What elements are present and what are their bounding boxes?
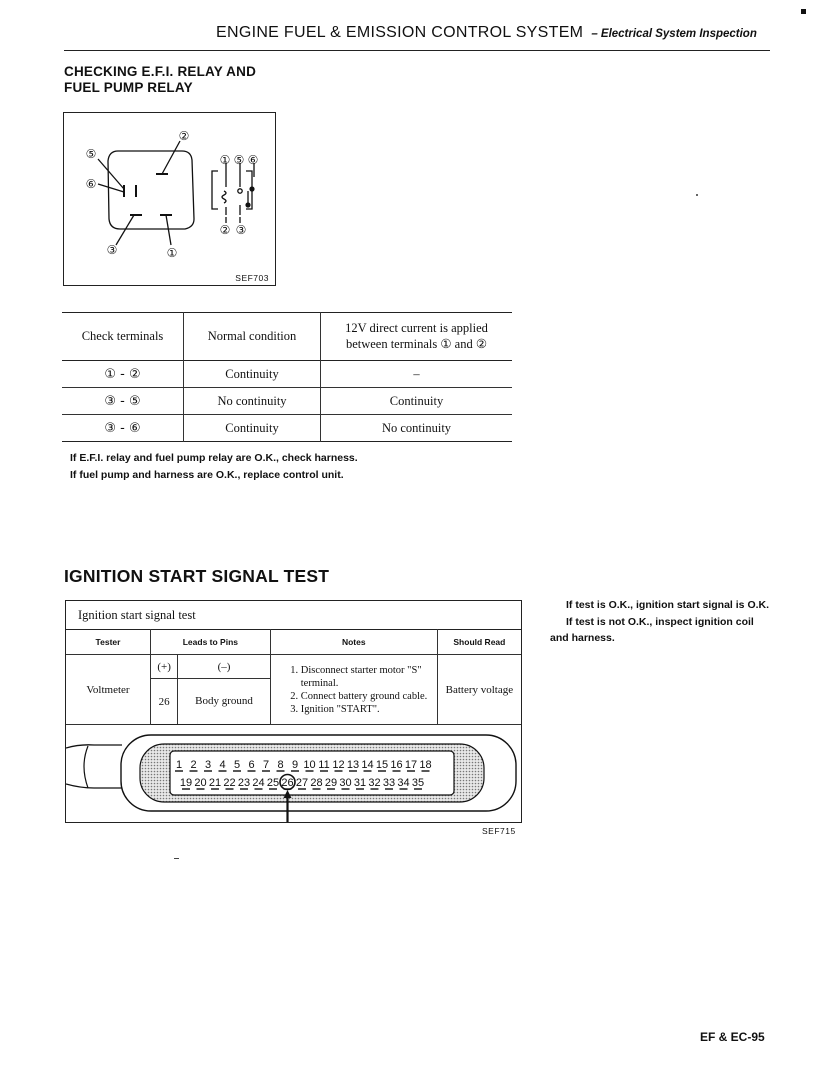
ignition-test-table (66, 629, 521, 725)
ignition-side-notes (550, 597, 770, 647)
schem-label-top-6: ⑥ (247, 153, 259, 167)
relay-note-2: If fuel pump and harness are O.K., replace control unit. (70, 469, 344, 481)
ignition-figure-id: SEF715 (482, 826, 516, 836)
relay-table-header-row (62, 313, 512, 361)
connector-pin-8: 8 (277, 759, 284, 771)
relay-cell-terminals: ③ - ⑥ (104, 420, 141, 436)
connector-pin-10: 10 (303, 759, 316, 771)
table-row (62, 361, 512, 388)
relay-header-normal-condition: Normal condition (184, 313, 321, 361)
connector-pin-1: 1 (175, 759, 183, 771)
ignition-note-2: 2. Connect battery ground cable. (301, 690, 435, 703)
ignition-box-caption: Ignition start signal test (78, 608, 196, 622)
relay-body (108, 151, 194, 229)
connector-pin-20: 20 (194, 777, 207, 789)
ignition-cell-plus-pin: 26 (151, 679, 178, 725)
connector-pin-27: 27 (295, 777, 309, 789)
ignition-note-1: 1. Disconnect starter motor "S" terminal. (301, 664, 435, 690)
page-header (216, 24, 776, 42)
table-row (62, 415, 512, 442)
connector-pin-30: 30 (339, 777, 352, 789)
ignition-side-note-1: If test is O.K., ignition start signal is O.K. (566, 599, 770, 611)
ignition-cell-should-read: Battery voltage (437, 655, 521, 725)
relay-cell-12v: – (321, 361, 513, 388)
connector-pin-5: 5 (233, 759, 241, 771)
connector-pin-2: 2 (190, 759, 197, 771)
connector-pin-3: 3 (204, 759, 212, 771)
ignition-header-leads: Leads to Pins (151, 630, 271, 655)
ignition-cell-plus-label: (+) (151, 655, 178, 679)
print-mark (174, 858, 179, 859)
relay-cell-normal: Continuity (184, 415, 321, 442)
relay-title-line-1: CHECKING E.F.I. RELAY AND (64, 64, 257, 79)
connector-pin-21: 21 (208, 777, 222, 789)
connector-pin-7: 7 (262, 759, 270, 771)
relay-header-check-terminals: Check terminals (81, 329, 164, 343)
relay-label-1: ① (166, 246, 178, 260)
connector-pin-18: 18 (419, 759, 432, 771)
relay-figure-id: SEF703 (235, 273, 269, 283)
connector-pin-28: 28 (310, 777, 323, 789)
connector-pin-13: 13 (346, 759, 360, 771)
corner-mark (801, 9, 806, 14)
connector-pin-4: 4 (219, 759, 226, 771)
schem-label-bottom-3: ③ (235, 223, 247, 237)
ignition-header-should-read: Should Read (437, 630, 521, 655)
relay-cell-12v: No continuity (321, 415, 513, 442)
connector-pin-32: 32 (368, 777, 381, 789)
relay-diagram (63, 112, 276, 286)
connector-pin-25: 25 (266, 777, 280, 789)
relay-label-2: ② (178, 129, 190, 143)
relay-cell-terminals: ① - ② (104, 366, 141, 382)
relay-cell-12v: Continuity (321, 388, 513, 415)
print-mark (696, 194, 698, 196)
relay-diagram-drawing (64, 113, 275, 285)
connector-pin-6: 6 (248, 759, 255, 771)
ignition-header-notes: Notes (270, 630, 437, 655)
ignition-cell-notes (270, 655, 437, 725)
connector-pin-26: 26 (281, 777, 294, 789)
relay-cell-normal: No continuity (184, 388, 321, 415)
connector-pin-16: 16 (390, 759, 403, 771)
relay-notes (70, 450, 510, 484)
connector-pin-31: 31 (353, 777, 367, 789)
connector-diagram (66, 728, 521, 822)
ignition-section-title: IGNITION START SIGNAL TEST (64, 566, 330, 586)
header-rule (64, 50, 770, 51)
connector-pin-11: 11 (318, 759, 330, 771)
connector-pin-22: 22 (223, 777, 236, 789)
header-title: ENGINE FUEL & EMISSION CONTROL SYSTEM (216, 24, 584, 41)
relay-note-1: If E.F.I. relay and fuel pump relay are O.K., check harness. (70, 452, 358, 464)
connector-pin-29: 29 (324, 777, 338, 789)
schem-label-bottom-2: ② (219, 223, 231, 237)
table-row (66, 655, 521, 679)
ignition-test-box (65, 600, 522, 823)
relay-label-3: ③ (106, 243, 118, 257)
relay-header-12v-condition: 12V direct current is applied between terminals ① and ② (321, 313, 513, 361)
relay-label-5: ⑤ (85, 147, 97, 161)
relay-check-table (62, 312, 512, 442)
ignition-cell-minus-pin: Body ground (178, 679, 270, 725)
connector-pin-19: 19 (179, 777, 193, 789)
connector-pin-35: 35 (411, 777, 425, 789)
relay-section-title (64, 64, 384, 96)
table-row (62, 388, 512, 415)
relay-cell-terminals: ③ - ⑤ (104, 393, 141, 409)
connector-pin-9: 9 (291, 759, 299, 771)
connector-pin-33: 33 (382, 777, 396, 789)
relay-title-line-2: FUEL PUMP RELAY (64, 80, 193, 95)
ignition-header-row (66, 630, 521, 655)
connector-pin-12: 12 (332, 759, 345, 771)
connector-pin-24: 24 (252, 777, 265, 789)
ignition-cell-minus-label: (–) (178, 655, 270, 679)
relay-cell-normal: Continuity (184, 361, 321, 388)
ignition-header-tester: Tester (66, 630, 151, 655)
schem-label-top-1: ① (219, 153, 231, 167)
connector-pin-15: 15 (375, 759, 389, 771)
page-number: EF & EC-95 (700, 1030, 765, 1044)
connector-pin-23: 23 (237, 777, 251, 789)
ignition-note-3: 3. Ignition "START". (301, 703, 435, 716)
ignition-cell-tester: Voltmeter (66, 655, 151, 725)
header-subtitle: – Electrical System Inspection (591, 28, 757, 40)
relay-label-6: ⑥ (85, 177, 97, 191)
connector-pin-17: 17 (404, 759, 418, 771)
connector-pin-14: 14 (361, 759, 374, 771)
ignition-side-note-2: If test is not O.K., inspect ignition coil and harness. (550, 615, 754, 644)
schem-label-top-5: ⑤ (233, 153, 245, 167)
connector-pin-34: 34 (397, 777, 410, 789)
